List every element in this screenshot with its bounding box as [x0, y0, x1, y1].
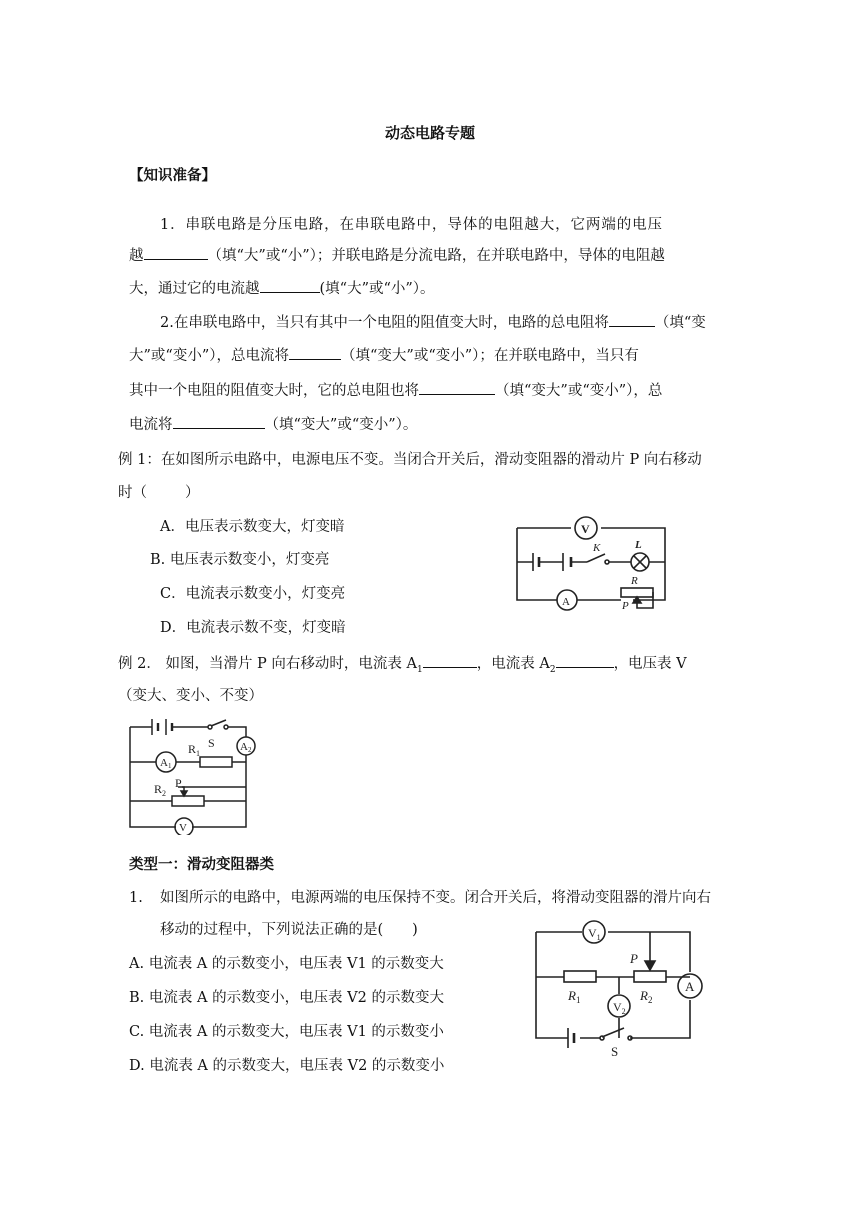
ex2-r2-sub: 2	[162, 789, 167, 798]
p2-l1a: 2.在串联电路中，当只有其中一个电阻的阻值变大时，电路的总电阻将	[160, 315, 609, 331]
p2-line4	[129, 414, 417, 435]
q1-number: 1.	[129, 890, 143, 906]
q1-v1-sub: 1	[596, 933, 601, 942]
ex1-option-d[interactable]: D．电流表示数不变，灯变暗	[160, 620, 346, 636]
p1-line1: 1．串联电路是分压电路，在串联电路中，导体的电阻越大，它两端的电压	[160, 217, 663, 233]
blank-1[interactable]	[144, 245, 208, 260]
ex2-r1-sub: 1	[196, 749, 201, 758]
ex2-r1-letter: R	[188, 742, 197, 756]
q1-slider-label: P	[630, 951, 638, 966]
q1-v1-letter: V	[588, 926, 597, 940]
p1-l2a: 越	[129, 248, 144, 264]
p1-line3	[129, 278, 435, 299]
ex2-l1c: ，电压表 V	[613, 656, 687, 672]
ex1-voltmeter-label: V	[581, 522, 590, 536]
ex1-lamp-label: L	[635, 539, 642, 551]
ex2-ammeter2-label	[240, 741, 252, 754]
ex1-l2: 时（	[118, 485, 147, 501]
p2-l3a: 其中一个电阻的阻值变大时，它的总电阻也将	[129, 383, 419, 399]
blank-a2[interactable]	[556, 653, 614, 668]
ex1-ammeter-label: A	[562, 596, 570, 608]
ex2-l1a: 例 2． 如图，当滑片 P 向右移动时，电流表 A	[118, 656, 417, 672]
p2-l2b: （填“变大”或“变小”）；在并联电路中，当只有	[341, 348, 639, 364]
blank-6[interactable]	[173, 414, 265, 429]
q1-v2-label	[613, 1000, 626, 1016]
ex2-sub1: 1	[417, 664, 423, 675]
q1-switch-label: S	[611, 1044, 619, 1058]
ex2-a2-letter: A	[240, 741, 248, 753]
q1-option-d[interactable]: D. 电流表 A 的示数变大，电压表 V2 的示数变小	[129, 1058, 445, 1074]
p2-l2a: 大”或“变小”），总电流将	[129, 348, 289, 364]
ex1-resistor-label: R	[631, 575, 638, 587]
blank-4[interactable]	[289, 345, 341, 360]
ex2-voltmeter-label: V	[179, 822, 187, 834]
ex2-a1-letter: A	[160, 757, 168, 769]
q1-r1-label	[567, 988, 580, 1005]
q1-r2-letter: R	[640, 988, 648, 1003]
p2-l3b: （填“变大”或“变小”），总	[495, 383, 663, 399]
q1-r1-letter: R	[568, 988, 576, 1003]
p2-line3	[129, 380, 662, 401]
q1-option-b[interactable]: B. 电流表 A 的示数变小，电压表 V2 的示数变大	[129, 990, 444, 1006]
ex1-line1: 例 1：在如图所示电路中，电源电压不变。当闭合开关后，滑动变阻器的滑动片 P 向右移动	[118, 452, 702, 468]
ex2-r1-label	[188, 742, 200, 758]
ex1-l2end: ）	[185, 485, 200, 501]
ex1-line2	[118, 483, 200, 503]
ex2-switch-label: S	[208, 736, 215, 750]
p2-line1	[160, 312, 706, 333]
p2-l4a: 电流将	[129, 417, 173, 433]
ex2-line1	[118, 653, 687, 680]
q1-option-c[interactable]: C. 电流表 A 的示数变大，电压表 V1 的示数变小	[129, 1024, 444, 1040]
circuit-diagram-ex1	[505, 512, 680, 612]
ex2-slider-label: P	[175, 776, 182, 790]
ex2-r2-letter: R	[154, 782, 163, 796]
ex2-a1-sub: 1	[167, 762, 172, 770]
ex2-l1b: ，电流表 A	[476, 656, 550, 672]
ex1-switch-label: K	[593, 542, 601, 554]
p1-l3a: 大，通过它的电流越	[129, 281, 260, 297]
q1-line1: 如图所示的电路中，电源两端的电压保持不变。闭合开关后，将滑动变阻器的滑片向右	[160, 890, 711, 906]
section-heading-knowledge: 【知识准备】	[129, 168, 216, 184]
p1-line2	[129, 245, 665, 266]
ex2-sub2: 2	[549, 664, 556, 675]
q1-r2-label	[639, 988, 652, 1005]
ex2-ammeter1-label	[160, 757, 172, 770]
ex1-option-c[interactable]: C．电流表示数变小，灯变亮	[160, 586, 346, 602]
circuit-diagram-q1	[530, 918, 710, 1058]
q1-r1-sub: 1	[575, 995, 581, 1005]
q1-v2-letter: V	[613, 1000, 622, 1014]
ex1-slider-label: P	[622, 600, 629, 612]
ex1-option-b[interactable]: B. 电压表示数变小，灯变亮	[150, 552, 330, 568]
ex2-line2: （变大、变小、不变）	[118, 688, 263, 704]
circuit-diagram-ex2	[122, 715, 262, 835]
blank-5[interactable]	[419, 380, 495, 395]
blank-a1[interactable]	[423, 653, 477, 668]
p2-l4b: （填“变大”或“变小”）。	[264, 417, 418, 433]
p2-l1b: （填“变	[654, 315, 706, 331]
page-title: 动态电路专题	[384, 124, 475, 142]
ex2-r2-label	[154, 782, 166, 798]
q1-r2-sub: 2	[647, 995, 653, 1005]
q1-line2: 移动的过程中，下列说法正确的是( )	[160, 922, 418, 938]
p1-l3b: (填“大”或“小”）。	[319, 281, 435, 297]
ex2-a2-sub: 2	[247, 746, 252, 754]
blank-2[interactable]	[260, 278, 320, 293]
section-heading-rheostat: 类型一：滑动变阻器类	[129, 857, 274, 873]
p1-l2b: （填“大”或“小”）；并联电路是分流电路，在并联电路中，导体的电阻越	[207, 248, 665, 264]
p2-line2	[129, 345, 639, 366]
blank-3[interactable]	[609, 312, 655, 327]
q1-v1-label	[588, 926, 601, 942]
ex1-option-a[interactable]: A．电压表示数变大，灯变暗	[160, 519, 345, 535]
q1-v2-sub: 2	[621, 1007, 626, 1016]
q1-ammeter-label: A	[685, 979, 695, 994]
q1-option-a[interactable]: A. 电流表 A 的示数变小，电压表 V1 的示数变大	[129, 956, 444, 972]
